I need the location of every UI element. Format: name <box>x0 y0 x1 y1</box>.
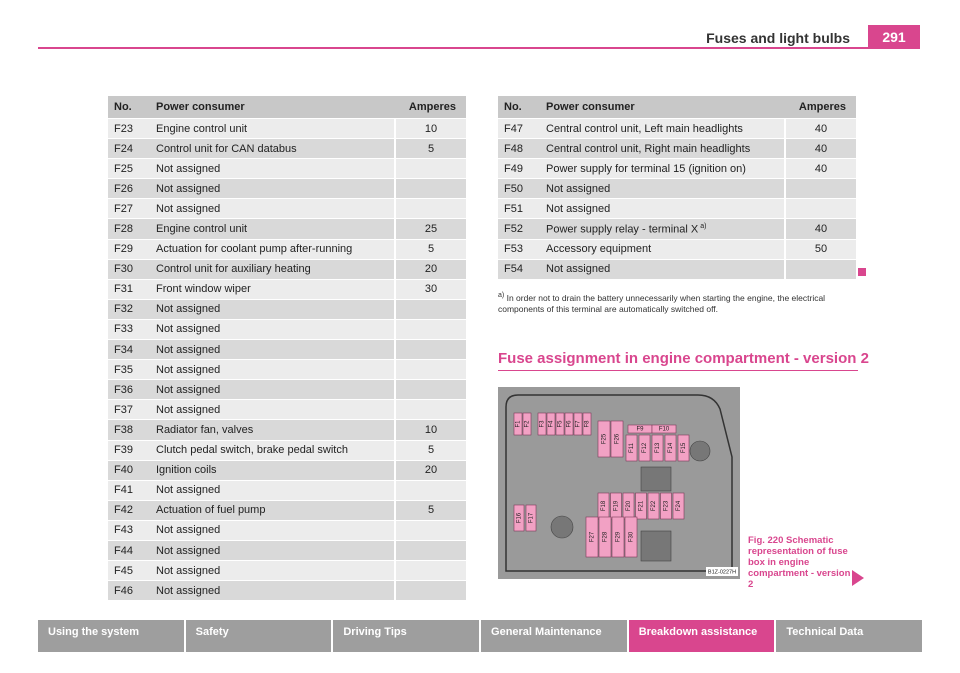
cell-no-text: F54 <box>504 263 523 276</box>
cell-no <box>108 460 150 480</box>
cell-consumer <box>540 159 785 179</box>
cell-consumer-text: Not assigned <box>156 524 221 537</box>
cell-consumer <box>540 179 785 199</box>
cell-consumer <box>150 520 395 540</box>
arrow-right-icon[interactable] <box>852 570 864 586</box>
figure-code: B1Z-0227H <box>707 569 737 576</box>
table-row <box>108 400 466 420</box>
cell-amperes-text: 5 <box>427 504 435 517</box>
cell-amperes <box>785 119 856 139</box>
cell-consumer <box>150 179 395 199</box>
cell-consumer <box>150 219 395 239</box>
cell-no <box>498 139 540 159</box>
fuse-label: F10 <box>658 426 670 433</box>
table-row <box>498 199 856 219</box>
table-row <box>108 581 466 601</box>
cell-amperes <box>395 319 466 339</box>
cell-amperes-text: 50 <box>814 243 828 256</box>
fuse-label: F24 <box>676 500 683 512</box>
cell-no <box>108 360 150 380</box>
cell-amperes <box>395 299 466 319</box>
cell-consumer <box>150 460 395 480</box>
fuse-label: F2 <box>524 420 531 428</box>
cell-no <box>108 440 150 460</box>
footer-tab-using-the-system[interactable]: Using the system <box>38 620 186 652</box>
cell-amperes-text: 40 <box>814 223 828 236</box>
cell-amperes <box>395 199 466 219</box>
cell-amperes <box>395 219 466 239</box>
cell-amperes <box>395 581 466 601</box>
cell-no-text: F32 <box>114 303 133 316</box>
page-number: 291 <box>868 25 920 49</box>
cell-no-text: F24 <box>114 142 133 155</box>
cell-consumer-text: Clutch pedal switch, brake pedal switch <box>156 444 348 457</box>
cell-amperes <box>395 360 466 380</box>
cell-consumer-text: Not assigned <box>156 544 221 557</box>
cell-no <box>108 480 150 500</box>
cell-consumer <box>150 340 395 360</box>
cell-consumer-text: Central control unit, Right main headlights <box>546 142 751 155</box>
cell-no-text: F35 <box>114 363 133 376</box>
table-row <box>108 219 466 239</box>
cell-no-text: F30 <box>114 263 133 276</box>
cell-consumer <box>540 199 785 219</box>
table-row <box>108 239 466 259</box>
col-header-no: No. <box>498 96 540 119</box>
cell-no-text: F49 <box>504 162 523 175</box>
cell-amperes <box>395 420 466 440</box>
fuse-label: F29 <box>615 531 622 543</box>
cell-consumer-text: Control unit for auxiliary heating <box>156 263 311 276</box>
cell-no <box>108 420 150 440</box>
cell-consumer-text: Actuation of fuel pump <box>156 504 266 517</box>
fuse-label: F7 <box>575 420 582 428</box>
table-row <box>108 360 466 380</box>
table-row <box>108 179 466 199</box>
cell-amperes <box>395 561 466 581</box>
table-row <box>108 159 466 179</box>
cell-consumer-text: Not assigned <box>156 202 221 215</box>
fuse-label: F16 <box>516 512 523 524</box>
cell-consumer-text: Engine control unit <box>156 223 248 236</box>
col-header-consumer: Power consumer <box>540 96 785 119</box>
cell-amperes <box>785 259 856 279</box>
fuse-label: F14 <box>668 442 675 454</box>
fuse-label: F15 <box>681 442 688 454</box>
table-row <box>108 319 466 339</box>
cell-no <box>498 179 540 199</box>
cell-amperes <box>395 259 466 279</box>
footnote-ref: a) <box>700 222 707 230</box>
cell-amperes-text: 5 <box>427 142 435 155</box>
cell-consumer <box>540 219 785 239</box>
cell-consumer-text: Not assigned <box>546 202 611 215</box>
cell-no-text: F29 <box>114 243 133 256</box>
cell-no-text: F26 <box>114 182 133 195</box>
cell-amperes <box>395 139 466 159</box>
cell-no-text: F44 <box>114 544 133 557</box>
cell-consumer <box>150 440 395 460</box>
cell-no <box>498 219 540 239</box>
footer-tab-safety[interactable]: Safety <box>186 620 334 652</box>
cell-no-text: F51 <box>504 202 523 215</box>
cell-consumer <box>150 259 395 279</box>
cell-no <box>108 400 150 420</box>
fuse-label: F30 <box>628 531 635 543</box>
cell-no-text: F37 <box>114 403 133 416</box>
fuse-label: F18 <box>601 500 608 512</box>
cell-no-text: F36 <box>114 383 133 396</box>
cell-consumer-text: Not assigned <box>546 182 611 195</box>
footer-nav <box>38 620 922 652</box>
cell-amperes <box>395 179 466 199</box>
cell-amperes <box>785 159 856 179</box>
section-title: Fuse assignment in engine compartment - version 2 <box>498 350 869 367</box>
table-row <box>108 259 466 279</box>
cell-consumer <box>150 239 395 259</box>
cell-no-text: F45 <box>114 564 133 577</box>
cell-amperes-text: 10 <box>424 423 438 436</box>
cell-consumer <box>150 420 395 440</box>
cell-no <box>498 159 540 179</box>
table-row <box>498 239 856 259</box>
cell-consumer <box>150 319 395 339</box>
cell-consumer-text: Not assigned <box>156 584 221 597</box>
fuse-label: F3 <box>539 420 546 428</box>
mounting-hole-right <box>690 441 710 461</box>
cell-no <box>498 199 540 219</box>
cell-consumer-text: Actuation for coolant pump after-running <box>156 243 353 256</box>
table-row <box>498 119 856 139</box>
table-row <box>108 460 466 480</box>
cell-consumer-text: Not assigned <box>156 484 221 497</box>
footer-tab-general-maintenance[interactable]: General Maintenance <box>481 620 629 652</box>
cell-no <box>498 119 540 139</box>
cell-amperes <box>785 219 856 239</box>
cell-no-text: F27 <box>114 202 133 215</box>
footnote <box>498 290 858 315</box>
cell-no-text: F40 <box>114 464 133 477</box>
cell-consumer-text: Radiator fan, valves <box>156 423 254 436</box>
cell-no <box>108 520 150 540</box>
cell-amperes <box>395 440 466 460</box>
fuse-label: F11 <box>629 443 636 453</box>
cell-consumer-text: Not assigned <box>156 343 221 356</box>
table-row <box>498 159 856 179</box>
cell-consumer-text: Ignition coils <box>156 464 217 477</box>
page-header-title: Fuses and light bulbs <box>706 30 850 46</box>
cell-consumer-text: Not assigned <box>546 263 611 276</box>
cell-consumer-text: Front window wiper <box>156 283 251 296</box>
cell-amperes <box>395 380 466 400</box>
table-row <box>108 299 466 319</box>
table-row <box>498 219 856 239</box>
table-row <box>108 380 466 400</box>
cell-consumer <box>150 500 395 520</box>
cell-no <box>108 239 150 259</box>
fuse-label: F28 <box>602 531 609 543</box>
col-header-no: No. <box>108 96 150 119</box>
table-row <box>108 500 466 520</box>
cell-consumer <box>540 119 785 139</box>
cell-no-text: F38 <box>114 423 133 436</box>
cell-amperes-text: 10 <box>424 122 438 135</box>
table-row <box>108 420 466 440</box>
footer-tab-breakdown-assistance[interactable]: Breakdown assistance <box>629 620 777 652</box>
cell-amperes-text: 25 <box>424 223 438 236</box>
cell-no <box>108 340 150 360</box>
col-header-amperes: Amperes <box>395 96 466 119</box>
cell-consumer-text: Not assigned <box>156 403 221 416</box>
cell-amperes <box>395 239 466 259</box>
table-row <box>108 480 466 500</box>
cell-consumer <box>150 561 395 581</box>
fuse-label: F4 <box>548 420 555 428</box>
cell-no <box>108 119 150 139</box>
table-row <box>498 179 856 199</box>
cell-amperes <box>395 159 466 179</box>
cell-amperes <box>395 119 466 139</box>
cell-no <box>108 259 150 279</box>
table-row <box>108 279 466 299</box>
fuse-box-schematic <box>498 387 740 579</box>
table-row <box>108 199 466 219</box>
cell-no-text: F41 <box>114 484 133 497</box>
section-divider <box>498 370 858 371</box>
cell-consumer-text: Accessory equipment <box>546 243 652 256</box>
cell-amperes <box>395 540 466 560</box>
cell-amperes-text: 5 <box>427 444 435 457</box>
cell-consumer-text: Power supply relay - terminal X <box>546 223 699 236</box>
cell-no <box>498 259 540 279</box>
cell-no <box>108 319 150 339</box>
cell-no-text: F31 <box>114 283 133 296</box>
cell-no-text: F47 <box>504 122 523 135</box>
cell-consumer-text: Central control unit, Left main headlights <box>546 122 743 135</box>
cell-consumer <box>540 139 785 159</box>
cell-consumer-text: Control unit for CAN databus <box>156 142 297 155</box>
col-header-consumer: Power consumer <box>150 96 395 119</box>
footnote-marker: a) <box>498 292 505 299</box>
fuse-label: F5 <box>557 420 564 428</box>
cell-no <box>108 159 150 179</box>
table-row <box>108 340 466 360</box>
cell-amperes <box>395 460 466 480</box>
cell-no <box>108 219 150 239</box>
cell-amperes <box>395 520 466 540</box>
cell-no-text: F48 <box>504 142 523 155</box>
cell-consumer-text: Not assigned <box>156 303 221 316</box>
cell-no <box>108 540 150 560</box>
right-fuse-table <box>498 96 856 279</box>
mounting-hole-left <box>551 516 573 538</box>
fuse-label: F1 <box>515 420 522 428</box>
cell-consumer-text: Engine control unit <box>156 122 248 135</box>
cell-consumer <box>150 540 395 560</box>
cell-consumer <box>150 480 395 500</box>
fuse-label: F20 <box>626 500 633 512</box>
table-row <box>498 139 856 159</box>
fuse-box-figure <box>498 387 740 579</box>
table-row <box>108 139 466 159</box>
cell-consumer-text: Not assigned <box>156 363 221 376</box>
fuse-label: F17 <box>528 512 535 524</box>
cell-amperes-text: 30 <box>424 283 438 296</box>
cell-consumer <box>150 581 395 601</box>
cell-no <box>108 581 150 601</box>
cell-no-text: F46 <box>114 584 133 597</box>
cell-no <box>108 299 150 319</box>
cell-no <box>108 561 150 581</box>
cell-no-text: F34 <box>114 343 133 356</box>
fuse-label: F6 <box>566 420 573 428</box>
table-row <box>108 119 466 139</box>
cell-consumer <box>150 159 395 179</box>
cell-consumer <box>150 199 395 219</box>
cell-consumer <box>150 279 395 299</box>
relay-block-lower <box>641 531 671 561</box>
cell-amperes-text: 40 <box>814 162 828 175</box>
cell-amperes-text: 20 <box>424 464 438 477</box>
fuse-label: F21 <box>638 500 645 512</box>
cell-consumer <box>150 139 395 159</box>
cell-no-text: F42 <box>114 504 133 517</box>
cell-amperes <box>395 279 466 299</box>
cell-no <box>498 239 540 259</box>
fuse-label: F8 <box>584 420 591 428</box>
fuse-label: F27 <box>589 531 596 543</box>
cell-no-text: F53 <box>504 243 523 256</box>
footer-tab-technical-data[interactable]: Technical Data <box>776 620 922 652</box>
cell-amperes <box>785 239 856 259</box>
cell-consumer <box>150 360 395 380</box>
cell-consumer-text: Not assigned <box>156 182 221 195</box>
cell-consumer <box>540 259 785 279</box>
cell-consumer <box>150 299 395 319</box>
cell-no-text: F28 <box>114 223 133 236</box>
cell-amperes <box>785 179 856 199</box>
fuse-label: F19 <box>613 500 620 512</box>
figure-caption: Fig. 220 Schematic representation of fuse box in engine compartment - version 2 <box>748 535 851 590</box>
left-fuse-table <box>108 96 466 600</box>
cell-no <box>108 179 150 199</box>
cell-amperes <box>395 400 466 420</box>
cell-no-text: F50 <box>504 182 523 195</box>
cell-amperes <box>395 500 466 520</box>
relay-block-upper <box>641 467 671 491</box>
cell-consumer <box>150 400 395 420</box>
fuse-label: F23 <box>663 500 670 512</box>
cell-no <box>108 380 150 400</box>
cell-no-text: F23 <box>114 122 133 135</box>
cell-consumer <box>150 119 395 139</box>
table-row <box>108 440 466 460</box>
fuse-label: F9 <box>636 426 644 433</box>
cell-amperes <box>395 340 466 360</box>
table-row <box>108 561 466 581</box>
cell-no <box>108 279 150 299</box>
section-end-marker-icon <box>858 268 866 276</box>
cell-amperes <box>395 480 466 500</box>
footer-tab-driving-tips[interactable]: Driving Tips <box>333 620 481 652</box>
fuse-label: F12 <box>642 442 649 454</box>
fuse-label: F13 <box>655 442 662 454</box>
col-header-amperes: Amperes <box>785 96 856 119</box>
cell-amperes <box>785 199 856 219</box>
cell-consumer-text: Not assigned <box>156 162 221 175</box>
cell-consumer <box>150 380 395 400</box>
cell-no-text: F39 <box>114 444 133 457</box>
table-row <box>108 520 466 540</box>
cell-no-text: F25 <box>114 162 133 175</box>
cell-amperes <box>785 139 856 159</box>
cell-consumer <box>540 239 785 259</box>
cell-no-text: F43 <box>114 524 133 537</box>
cell-no <box>108 500 150 520</box>
cell-amperes-text: 40 <box>814 122 828 135</box>
cell-consumer-text: Power supply for terminal 15 (ignition on) <box>546 162 746 175</box>
cell-no <box>108 139 150 159</box>
cell-no-text: F33 <box>114 323 133 336</box>
cell-consumer-text: Not assigned <box>156 383 221 396</box>
footnote-text: In order not to drain the battery unnecessarily when starting the engine, the electrical components of this terminal are automatically switched off. <box>498 292 826 314</box>
table-row <box>498 259 856 279</box>
cell-consumer-text: Not assigned <box>156 323 221 336</box>
cell-amperes-text: 40 <box>814 142 828 155</box>
table-row <box>108 540 466 560</box>
fuse-label: F25 <box>601 433 608 445</box>
cell-no <box>108 199 150 219</box>
cell-amperes-text: 20 <box>424 263 438 276</box>
cell-amperes-text: 5 <box>427 243 435 256</box>
fuse-label: F22 <box>651 500 658 512</box>
header-divider <box>38 47 888 49</box>
fuse-label: F26 <box>614 433 621 445</box>
cell-consumer-text: Not assigned <box>156 564 221 577</box>
cell-no-text: F52 <box>504 223 523 236</box>
